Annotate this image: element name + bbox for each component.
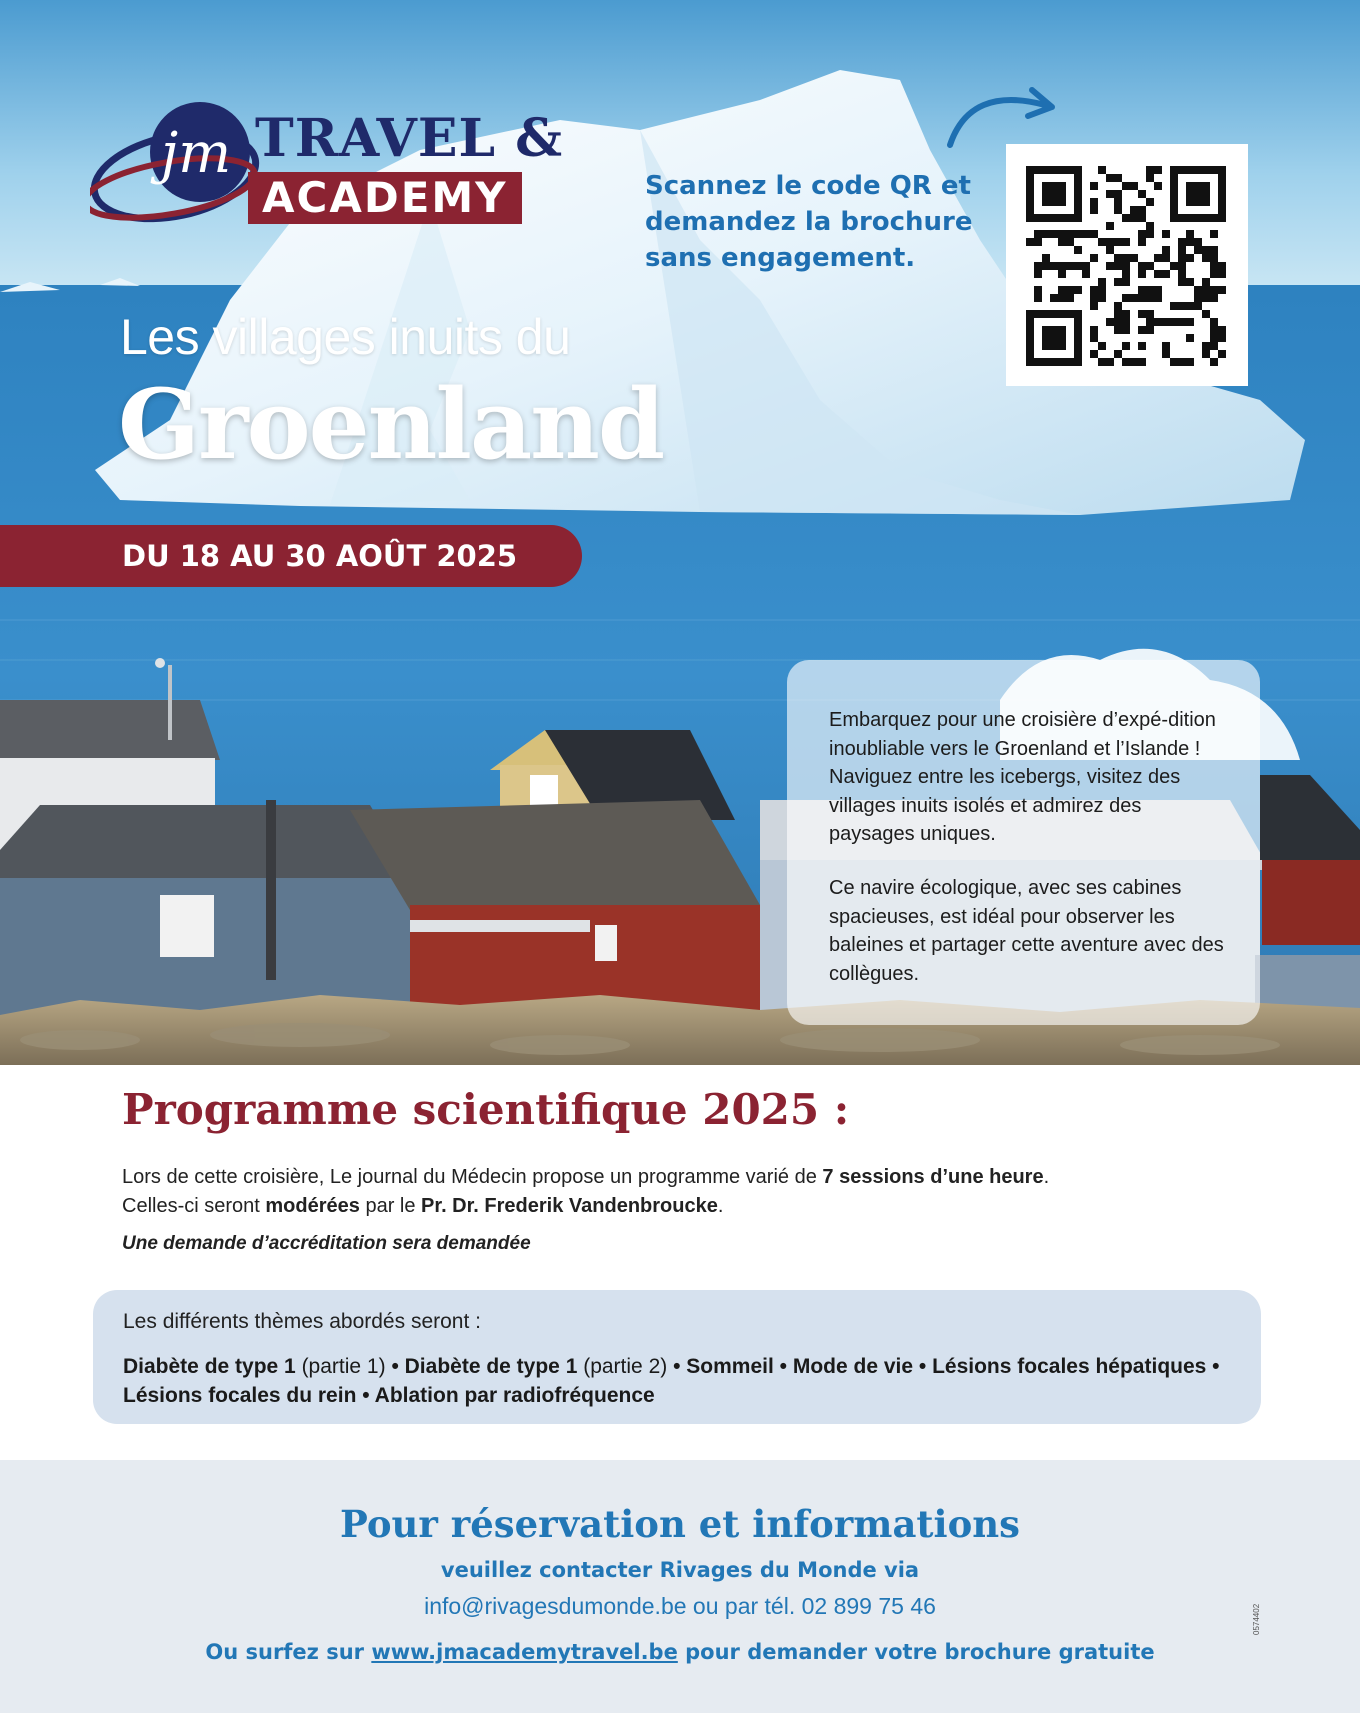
title-subheading: Les villages inuits du bbox=[120, 309, 571, 365]
accreditation-note: Une demande d’accréditation sera demandée bbox=[122, 1233, 531, 1254]
jm-monogram-icon bbox=[90, 100, 270, 240]
themes-box bbox=[93, 1290, 1261, 1424]
footer-contact[interactable]: info@rivagesdumonde.be ou par tél. 02 899 75 46 bbox=[424, 1593, 936, 1619]
website-link[interactable]: www.jmacademytravel.be bbox=[371, 1640, 678, 1664]
footer-web-suffix: pour demander votre brochure gratuite bbox=[677, 1640, 1155, 1664]
ad-reference-code: 0574402 bbox=[1252, 1603, 1261, 1635]
theme-item: Lésions focales du rein bbox=[123, 1384, 357, 1407]
footer-title: Pour réservation et informations bbox=[339, 1502, 1020, 1546]
footer-subtitle: veuillez contacter Rivages du Monde via bbox=[440, 1558, 920, 1582]
qr-code-icon bbox=[1026, 166, 1226, 366]
theme-separator: • bbox=[356, 1384, 375, 1407]
programme-line-2-mid: par le bbox=[359, 1195, 422, 1217]
theme-detail: (partie 1) bbox=[295, 1355, 386, 1378]
curved-arrow-icon bbox=[940, 80, 1060, 150]
logo-travel-text: TRAVEL & bbox=[255, 108, 564, 169]
programme-line-2-end: . bbox=[717, 1195, 724, 1217]
programme-line-1 bbox=[122, 1163, 1242, 1192]
theme-item: Lésions focales hépatiques bbox=[932, 1355, 1207, 1378]
date-text: DU 18 AU 30 AOÛT 2025 bbox=[122, 539, 518, 573]
programme-title: Programme scientifique 2025 : bbox=[122, 1085, 850, 1134]
qr-code[interactable] bbox=[1006, 144, 1248, 386]
theme-separator: • bbox=[913, 1355, 933, 1378]
theme-separator: • bbox=[1206, 1355, 1220, 1378]
footer-web-prefix: Ou surfez sur bbox=[205, 1640, 372, 1664]
themes-intro: Les différents thèmes abordés seront : bbox=[123, 1310, 481, 1333]
theme-item: Mode de vie bbox=[792, 1355, 914, 1378]
description-paragraph-2: Ce navire écologique, avec ses cabines spacieuses, est idéal pour observer les baleines et partager cette aventure avec des collègues. bbox=[829, 877, 1224, 985]
description-paragraph-1: Embarquez pour une croisière d’expé-dition inoubliable vers le Groenland et l’Islande ! Naviguez entre les icebergs, visitez des villages inuits isolés et admirez des paysages uniques. bbox=[829, 709, 1216, 845]
theme-item: Ablation par radiofréquence bbox=[374, 1384, 655, 1407]
logo-monogram: jm bbox=[160, 121, 232, 186]
theme-separator: • bbox=[773, 1355, 793, 1378]
theme-separator: • bbox=[667, 1355, 687, 1378]
theme-detail: (partie 2) bbox=[577, 1355, 668, 1378]
sessions-count: 7 sessions d’une heure bbox=[822, 1166, 1044, 1188]
moderated-text: modérées bbox=[265, 1195, 360, 1217]
programme-line-1-end: . bbox=[1043, 1166, 1050, 1188]
jm-travel-academy-logo bbox=[90, 100, 570, 240]
themes-list bbox=[123, 1352, 1233, 1410]
programme-line-1-text: Lors de cette croisière, Le journal du Médecin propose un programme varié de bbox=[122, 1166, 823, 1188]
footer bbox=[0, 1460, 1360, 1713]
moderator-name: Pr. Dr. Frederik Vandenbroucke bbox=[421, 1195, 718, 1217]
theme-separator: • bbox=[385, 1355, 405, 1378]
theme-item: Diabète de type 1 bbox=[404, 1355, 578, 1378]
qr-prompt: Scannez le code QR et demandez la brochure sans engagement. bbox=[645, 171, 973, 273]
theme-item: Sommeil bbox=[686, 1355, 774, 1378]
footer-web-line bbox=[0, 1640, 1360, 1664]
programme-line-2-text: Celles-ci seront bbox=[122, 1195, 266, 1217]
title-heading: Groenland bbox=[118, 368, 664, 481]
date-banner bbox=[0, 525, 582, 587]
theme-item: Diabète de type 1 bbox=[123, 1355, 296, 1378]
logo-academy-text: ACADEMY bbox=[248, 172, 522, 224]
description-box bbox=[787, 660, 1260, 1025]
programme-line-2 bbox=[122, 1192, 1242, 1221]
